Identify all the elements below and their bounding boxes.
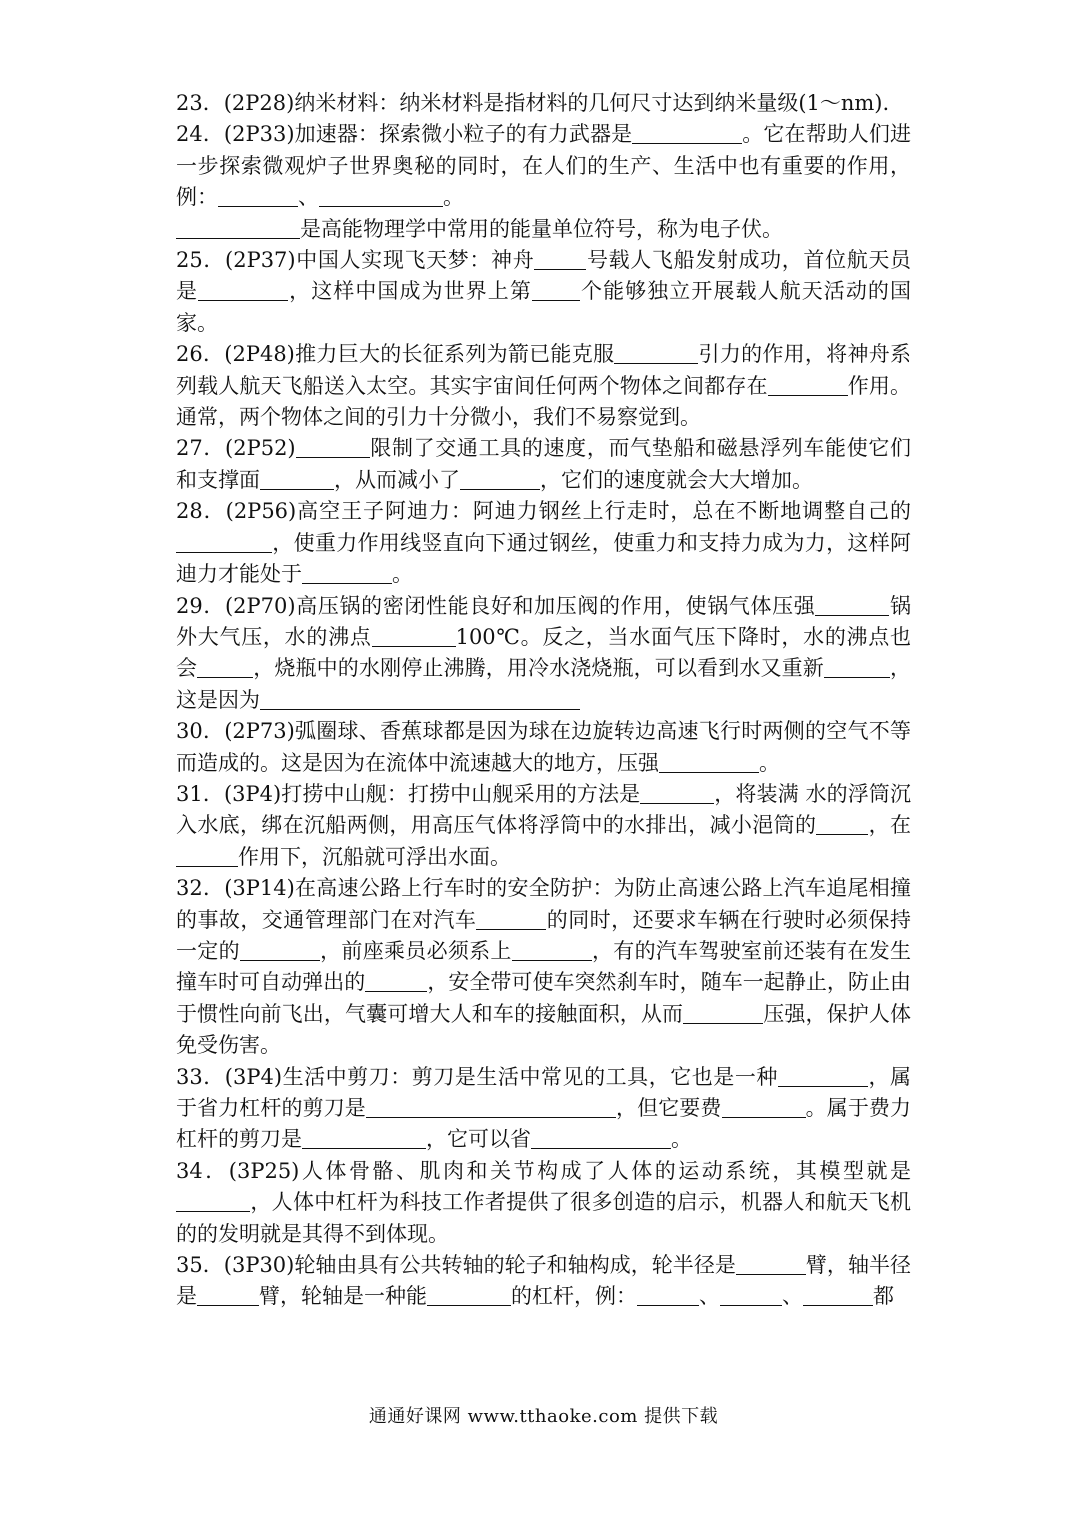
question-26: 26．(2P48)推力巨大的长征系列为箭已能克服 引力的作用，将神舟系列载人航天飞船送入太空。其实宇宙间任何两个物体之间都存在 作用。通常，两个物体之间的引力十分微小，我们不易察觉到。 — [176, 342, 912, 430]
question-23: 23．(2P28)纳米材料：纳米材料是指材料的几何尺寸达到纳米量级(1～nm). — [176, 91, 890, 115]
answer-blank[interactable] — [534, 249, 586, 270]
answer-blank[interactable] — [736, 1254, 806, 1275]
answer-blank[interactable] — [176, 846, 238, 867]
answer-blank[interactable] — [302, 1128, 426, 1149]
answer-blank[interactable] — [197, 657, 253, 678]
answer-blank[interactable] — [176, 532, 272, 553]
question-35: 35．(3P30)轮轴由具有公共转轴的轮子和轴构成，轮半径是 臂，轴半径是 臂，轮轴是一种能 的杠杆，例： 、 、 都 — [176, 1253, 911, 1309]
answer-blank[interactable] — [824, 657, 890, 678]
answer-blank[interactable] — [240, 940, 320, 961]
question-32: 32．(3P14)在高速公路上行车时的安全防护：为防止高速公路上汽车追尾相撞的事故，交通管理部门在对汽车 的同时，还要求车辆在行驶时必须保持一定的 ，前座乘员必须系上 ，有的汽车驾驶室前还装有在发生撞车时可自动弹出的 ，安全带可使车突然刹车时，随车一起静止，防止由于惯性向前飞出，气囊可增大人和车的接触面积，从而 压强，保护人体免受伤害。 — [176, 876, 912, 1058]
answer-blank[interactable] — [476, 909, 546, 930]
answer-blank[interactable] — [427, 1285, 511, 1306]
answer-blank[interactable] — [720, 1285, 782, 1306]
answer-blank[interactable] — [816, 814, 868, 835]
page-footer: 通通好课网 www.tthaoke.com 提供下载 — [368, 1406, 719, 1427]
question-28: 28．(2P56)高空王子阿迪力：阿迪力钢丝上行走时，总在不断地调整自己的，使重力作用线竖直向下通过钢丝，使重力和支持力成为力，这样阿迪力才能处于 。 — [176, 499, 911, 587]
answer-blank[interactable] — [218, 186, 298, 207]
answer-blank[interactable] — [768, 375, 848, 396]
answer-blank[interactable] — [197, 1285, 259, 1306]
answer-blank[interactable] — [532, 280, 580, 301]
answer-blank[interactable] — [176, 1191, 250, 1212]
answer-blank[interactable] — [722, 1097, 806, 1118]
answer-blank[interactable] — [260, 469, 334, 490]
answer-blank[interactable] — [198, 280, 288, 301]
answer-blank[interactable] — [260, 689, 580, 710]
answer-blank[interactable] — [296, 437, 370, 458]
answer-blank[interactable] — [302, 563, 392, 584]
answer-blank[interactable] — [683, 1003, 763, 1024]
answer-blank[interactable] — [531, 1128, 671, 1149]
question-30: 30．(2P73)弧圈球、香蕉球都是因为球在边旋转边高速飞行时两侧的空气不等而造成的。这是因为在流体中流速越大的地方，压强 。 — [176, 719, 911, 775]
answer-blank[interactable] — [815, 595, 889, 616]
answer-blank[interactable] — [176, 218, 300, 239]
question-25: 25．(2P37)中国人实现飞天梦：神舟 号载人飞船发射成功，首位航天员是 ，这样中国成为世界上第 个能够独立开展载人航天活动的国家。 — [176, 248, 912, 335]
answer-blank[interactable] — [319, 186, 443, 207]
question-34: 34．(3P25)人体骨骼、肌肉和关节构成了人体的运动系统，其模型就是，人体中杠杆为科技工作者提供了很多创造的启示，机器人和航天飞机的的发明就是其得不到体现。 — [176, 1158, 911, 1246]
answer-blank[interactable] — [659, 752, 759, 773]
question-27: 27．(2P52) 限制了交通工具的速度，而气垫船和磁悬浮列车能使它们和支撑面 ，从而减小了 ，它们的速度就会大大增加。 — [176, 436, 912, 492]
question-31: 31．(3P4)打捞中山舰：打捞中山舰采用的方法是 ，将装满 水的浮筒沉入水底，绑在沉船两侧，用高压气体将浮筒中的水排出，减小浥筒的 ，在作用下，沉船就可浮出水面。 — [176, 781, 911, 869]
answer-blank[interactable] — [803, 1285, 873, 1306]
answer-blank[interactable] — [778, 1066, 868, 1087]
answer-blank[interactable] — [637, 1285, 699, 1306]
answer-blank[interactable] — [365, 971, 427, 992]
answer-blank[interactable] — [512, 940, 592, 961]
answer-blank[interactable] — [632, 123, 742, 144]
question-24-note: 是高能物理学中常用的能量单位符号，称为电子伏。 — [176, 214, 911, 245]
question-24: 24．(2P33)加速器：探索微小粒子的有力武器是 。它在帮助人们进一步探索微观炉子世界奥秘的同时，在人们的生产、生活中也有重要的作用，例： 、 。 — [176, 122, 911, 210]
question-list — [176, 88, 911, 1313]
answer-blank[interactable] — [614, 343, 698, 364]
answer-blank[interactable] — [372, 626, 456, 647]
question-33: 33．(3P4)生活中剪刀：剪刀是生活中常见的工具，它也是一种 ，属于省力杠杆的剪刀是 ，但它要费 。属于费力杠杆的剪刀是 ，它可以省 。 — [176, 1064, 912, 1152]
answer-blank[interactable] — [640, 783, 714, 804]
answer-blank[interactable] — [460, 469, 540, 490]
answer-blank[interactable] — [366, 1097, 616, 1118]
question-29: 29．(2P70)高压锅的密闭性能良好和加压阀的作用，使锅气体压强 锅外大气压，水的沸点 100℃。反之，当水面气压下降时，水的沸点也会 ，烧瓶中的水刚停止沸腾，用冷水浇烧瓶，可以看到水又重新 ，这是因为 — [176, 593, 912, 712]
